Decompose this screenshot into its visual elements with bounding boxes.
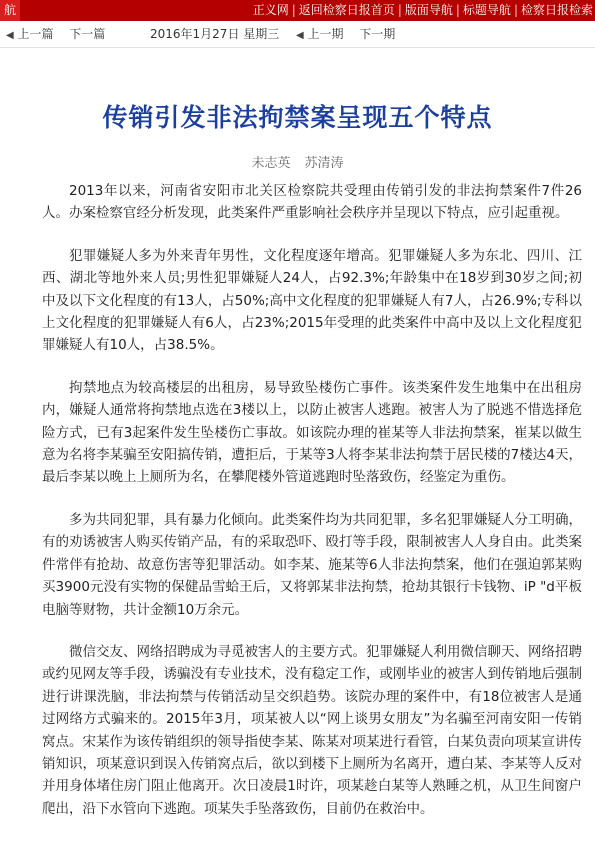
next-article-link[interactable]: 下一篇 [69, 27, 106, 41]
prev-article-link[interactable]: 上一篇 [17, 27, 54, 41]
link-home[interactable]: 返回检察日报首页 [298, 3, 395, 17]
top-bar [0, 0, 595, 21]
arrow-left-icon: ◀ [6, 30, 14, 41]
link-page-nav[interactable]: 版面导航 [404, 3, 453, 17]
link-title-nav[interactable]: 标题导航 [462, 3, 511, 17]
next-issue-link[interactable]: 下一期 [359, 27, 396, 41]
paragraph: 多为共同犯罪，具有暴力化倾向。此类案件均为共同犯罪，多名犯罪嫌疑人分工明确，有的劝诱被害人购买传销产品，有的采取恐吓、殴打等手段，限制被害人人身自由。此类案件常伴有抢劫、故意伤害等犯罪活动。如李某、施某等6人非法拘禁案，他们在强迫郭某购买3900元没有实物的保健品雪蛤王后，又将郭某非法拘禁，抢劫其银行卡钱物、iP "d平板电脑等财物，共计金额10万余元。 [42, 511, 582, 618]
prev-issue-link[interactable]: 上一期 [307, 27, 344, 41]
top-links: 正义网 | 返回检察日报首页 | 版面导航 | 标题导航 | 检察日报检索 [252, 3, 593, 17]
paragraph: 2013年以来，河南省安阳市北关区检察院共受理由传销引发的非法拘禁案件7件26人。办案检察官经分析发现，此类案件严重影响社会秩序并呈现以下特点，应引起重视。 [42, 183, 582, 222]
author-name: 苏清涛 [304, 156, 344, 171]
article-title: 传销引发非法拘禁案呈现五个特点 [102, 103, 493, 132]
paragraph: 微信交友、网络招聘成为寻觅被害人的主要方式。犯罪嫌疑人利用微信聊天、网络招聘或约见网友等手段，诱骗没有专业技术，没有稳定工作，或刚毕业的被害人到传销地后强制进行讲课洗脑，非法拘禁与传销活动呈交织趋势。该院办理的案件中，有18位被害人是通过网络方式骗来的。2015年3月，项某被人以“网上谈男女朋友”为名骗至河南安阳一传销窝点。宋某作为该传销组织的领导指使李某、陈某对项某进行看管，白某负责向项某宣讲传销知识，项某意识到误入传销窝点后，欲以到楼下上厕所为名离开，遭白某、李某等人反对并用身体堵住房门阻止他离开。次日凌晨1时许，项某趁白某等人熟睡之机，从卫生间窗户爬出，沿下水管向下逃跑。项某失手坠落致伤，目前仍在救治中。 [42, 643, 582, 817]
link-search[interactable]: 检察日报检索 [520, 3, 593, 17]
link-jcrb-site[interactable]: 正义网 [252, 3, 289, 17]
issue-date: 2016年1月27日 星期三 [150, 27, 280, 41]
article-authors [0, 152, 595, 171]
issue-arrow-icon: ◀ [296, 30, 304, 41]
author-name: 未志英 [251, 156, 291, 171]
nav-tab[interactable]: 航 [0, 0, 20, 21]
article-nav [0, 21, 595, 48]
article-body [42, 180, 582, 840]
paragraph: 拘禁地点为较高楼层的出租房，易导致坠楼伤亡事件。该类案件发生地集中在出租房内，嫌疑人通常将拘禁地点选在3楼以上，以防止被害人逃跑。被害人为了脱逃不惜选择危险方式，已有3起案件发生坠楼伤亡事故。如该院办理的崔某等人非法拘禁案，崔某以做生意为名将李某骗至安阳搞传销，遭拒后，于某等3人将李某非法拘禁于居民楼的7楼达4天，最后李某以晚上上厕所为名，在攀爬楼外管道逃跑时坠落致伤，经鉴定为重伤。 [42, 379, 582, 486]
paragraph: 犯罪嫌疑人多为外来青年男性，文化程度逐年增高。犯罪嫌疑人多为东北、四川、江西、湖北等地外来人员;男性犯罪嫌疑人24人，占92.3%;年龄集中在18岁到30岁之间;初中及以下文化程度的有13人，占50%;高中文化程度的犯罪嫌疑人有7人，占26.9%;专科以上文化程度的犯罪嫌疑人有6人，占23%;2015年受理的此类案件中高中及以上文化程度犯罪嫌疑人有10人，占38.5%。 [42, 247, 582, 354]
